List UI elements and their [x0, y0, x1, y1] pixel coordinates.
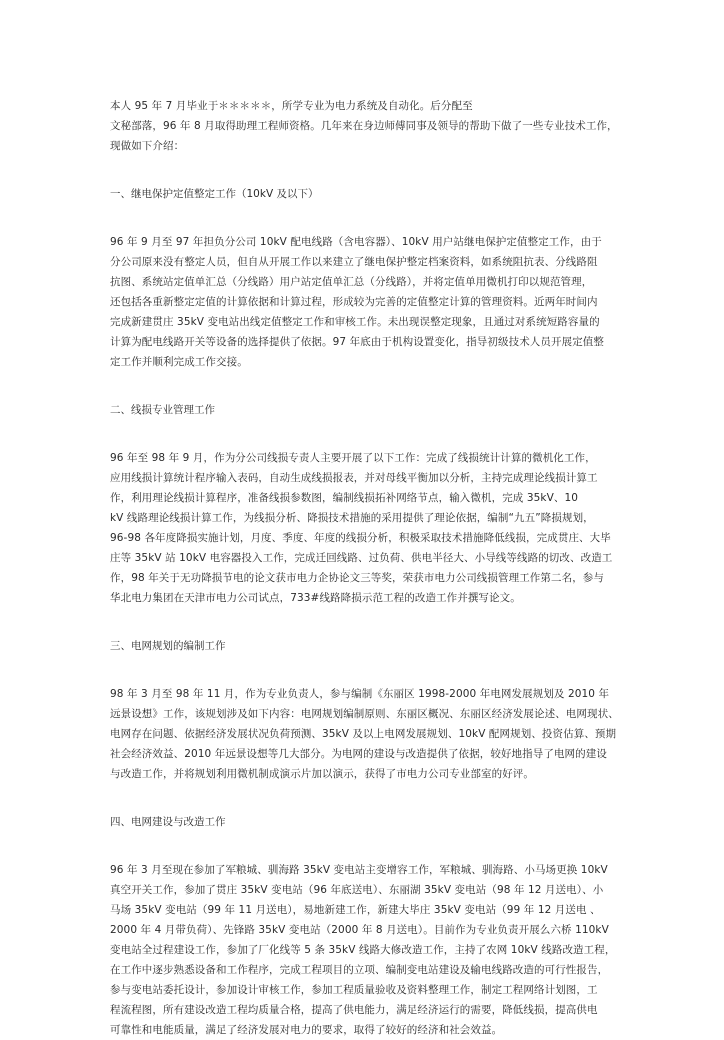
paragraph-line: 变电站全过程建设工作，参加了厂化线等 5 条 35kV 线路大修改造工作，主持了农网 10kV 线路改造工程， — [110, 944, 616, 956]
paragraph-line: 96 年 3 月至现在参加了军粮城、驯海路 35kV 变电站主变增容工作，军粮城、驯海路、小马场更换 10kV — [110, 864, 608, 876]
paragraph-line: 电网存在问题、依据经济发展状况负荷预测、35kV 及以上电网发展规划、10kV 配网规划、投资估算、预期 — [110, 728, 617, 740]
intro-paragraph — [110, 96, 622, 156]
intro-line: 本人 95 年 7 月毕业于＊＊＊＊＊，所学专业为电力系统及自动化。后分配至 — [110, 100, 473, 112]
section-paragraph-relay-protection — [110, 232, 622, 372]
section-heading-line-loss: 二、线损专业管理工作 — [110, 404, 215, 416]
section-heading-grid-planning: 三、电网规划的编制工作 — [110, 640, 226, 652]
paragraph-line: 在工作中逐步熟悉设备和工作程序，完成工程项目的立项、编制变电站建设及输电线路改造的可行性报告， — [110, 964, 609, 976]
section-paragraph-line-loss — [110, 448, 622, 608]
paragraph-line: 社会经济效益、2010 年远景设想等几大部分。为电网的建设与改造提供了依据，较好地指导了电网的建设 — [110, 748, 607, 760]
paragraph-line: 华北电力集团在天津市电力公司试点，733#线路降损示范工程的改造工作并撰写论文。 — [110, 592, 521, 604]
section-heading-grid-construction: 四、电网建设与改造工作 — [110, 816, 226, 828]
paragraph-line: 应用线损计算统计程序输入表码，自动生成线损报表，并对母线平衡加以分析，主持完成理论线损计算工 — [110, 472, 598, 484]
paragraph-line: 参与变电站委托设计，参加设计审核工作，参加工程质量验收及资料整理工作，制定工程网络计划图，工 — [110, 984, 598, 996]
intro-line: 现做如下介绍： — [110, 140, 185, 152]
paragraph-line: 作，98 年关于无功降损节电的论文获市电力企协论文三等奖，荣获市电力公司线损管理工作第二名，参与 — [110, 572, 604, 584]
section-paragraph-grid-construction — [110, 860, 622, 1040]
paragraph-line: 2000 年 4 月带负荷）、先锋路 35kV 变电站（2000 年 8 月送电）。目前作为专业负责开展么六桥 110kV — [110, 924, 609, 936]
paragraph-line: 远景设想》工作，该规划涉及如下内容：电网规划编制原则、东丽区概况、东丽区经济发展论述、电网现状、 — [110, 708, 619, 720]
paragraph-line: 计算为配电线路开关等设备的选择提供了依据。97 年底由于机构设置变化，指导初级技术人员开展定值整 — [110, 336, 604, 348]
paragraph-line: 抗图、系统站定值单汇总（分线路）用户站定值单汇总（分线路），并将定值单用微机打印以规范管理， — [110, 276, 593, 288]
paragraph-line: 还包括各重新整定定值的计算依据和计算过程，形成较为完善的定值整定计算的管理资料。近两年时间内 — [110, 296, 598, 308]
paragraph-line: 作，利用理论线损计算程序，准备线损参数图，编制线损拓补网络节点，输入微机，完成 35kV、10 — [110, 492, 579, 504]
paragraph-line: 可靠性和电能质量，满足了经济发展对电力的要求，取得了较好的经济和社会效益。 — [110, 1024, 503, 1036]
section-heading-relay-protection: 一、继电保护定值整定工作（10kV 及以下） — [110, 188, 319, 200]
paragraph-line: 定工作并顺利完成工作交接。 — [110, 356, 248, 368]
paragraph-line: 程流程图，所有建设改造工程均质量合格，提高了供电能力，满足经济运行的需要，降低线损，提高供电 — [110, 1004, 598, 1016]
paragraph-line: 庄等 35kV 站 10kV 电容器投入工作，完成迁回线路、过负荷、供电半径大、小导线等线路的切改、改造工 — [110, 552, 613, 564]
paragraph-line: 96-98 各年度降损实施计划，月度、季度、年度的线损分析，积极采取技术措施降低线损，完成贯庄、大毕 — [110, 532, 611, 544]
paragraph-line: 96 年 9 月至 97 年担负分公司 10kV 配电线路（含电容器）、10kV 用户站继电保护定值整定工作，由于 — [110, 236, 602, 248]
paragraph-line: 96 年至 98 年 9 月，作为分公司线损专责人主要开展了以下工作：完成了线损统计计算的微机化工作， — [110, 452, 596, 464]
document-body — [110, 96, 622, 1040]
paragraph-line: kV 线路理论线损计算工作，为线损分析、降损技术措施的采用提供了理论依据，编制“九五”降损规划， — [110, 512, 594, 524]
intro-line: 文秘部落，96 年 8 月取得助理工程师资格。几年来在身边师傅同事及领导的帮助下做了一些专业技术工作， — [110, 120, 618, 132]
paragraph-line: 98 年 3 月至 98 年 11 月，作为专业负责人，参与编制《东丽区 1998-2000 年电网发展规划及 2010 年 — [110, 688, 610, 700]
paragraph-line: 马场 35kV 变电站（99 年 11 月送电），易地新建工作，新建大毕庄 35kV 变电站（99 年 12 月送电 、 — [110, 904, 601, 916]
section-paragraph-grid-planning — [110, 684, 622, 784]
paragraph-line: 完成新建贯庄 35kV 变电站出线定值整定工作和审核工作。未出现误整定现象，且通过对系统短路容量的 — [110, 316, 600, 328]
paragraph-line: 与改造工作，并将规划利用微机制成演示片加以演示，获得了市电力公司专业部室的好评。 — [110, 768, 534, 780]
paragraph-line: 真空开关工作，参加了贯庄 35kV 变电站（96 年底送电）、东丽湖 35kV 变电站（98 年 12 月送电）、小 — [110, 884, 604, 896]
paragraph-line: 分公司原来没有整定人员，但自从开展工作以来建立了继电保护整定档案资料，如系统阻抗表、分线路阻 — [110, 256, 598, 268]
